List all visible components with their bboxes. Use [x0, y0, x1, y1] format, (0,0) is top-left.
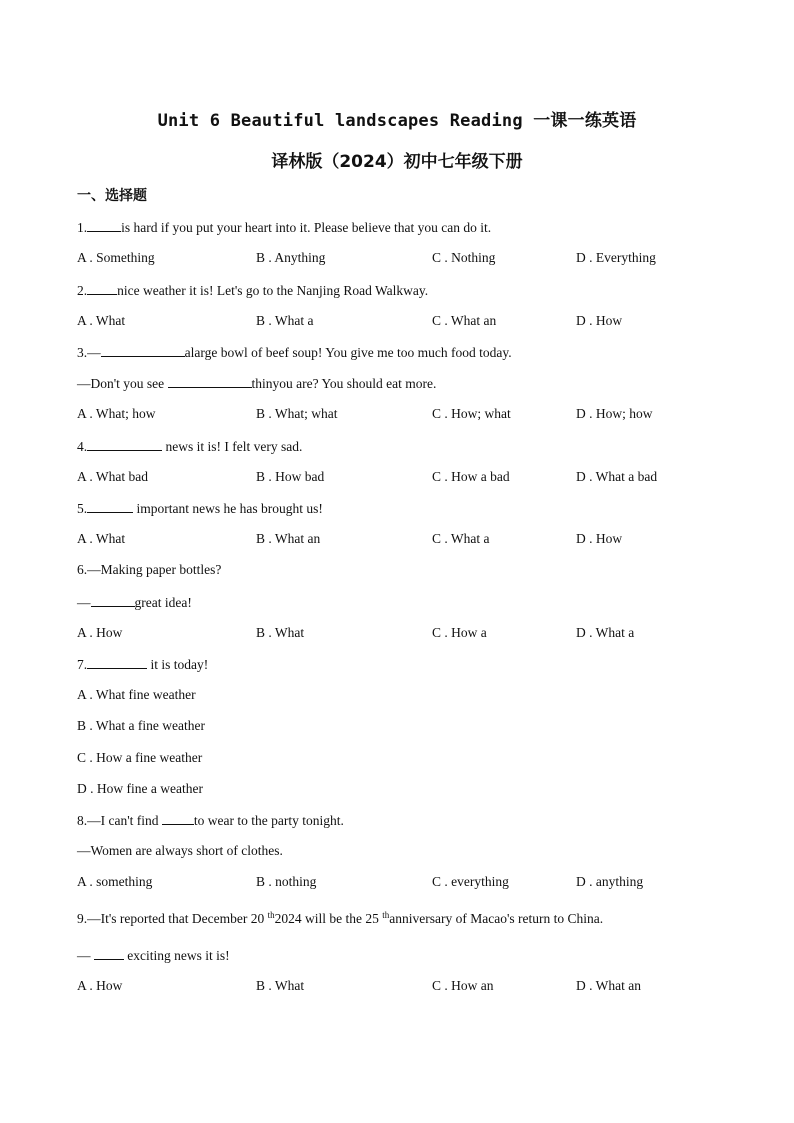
question-7: 7. it is today!: [77, 657, 209, 672]
q7-option-a[interactable]: A . What fine weather: [77, 687, 196, 702]
q6-option-c[interactable]: C . How a: [432, 625, 487, 640]
answer-blank: [87, 219, 121, 232]
q7-option-b[interactable]: B . What a fine weather: [77, 718, 205, 733]
answer-blank: [87, 438, 162, 451]
answer-blank: [94, 947, 124, 960]
q9-option-d[interactable]: D . What an: [576, 978, 641, 993]
q5-option-d[interactable]: D . How: [576, 531, 623, 546]
answer-blank: [87, 656, 147, 669]
question-6: 6.—Making paper bottles?: [77, 562, 222, 577]
q9-option-b[interactable]: B . What: [256, 978, 305, 993]
q8-option-a[interactable]: A . something: [77, 874, 153, 889]
section-heading: 一、选择题: [77, 188, 147, 204]
q8-option-b[interactable]: B . nothing: [256, 874, 317, 889]
question-2: 2. nice weather it is! Let's go to the Nanjing Road Walkway.: [77, 283, 429, 298]
question-8: 8.—I can't find to wear to the party tonight.: [77, 813, 344, 828]
q6-option-a[interactable]: A . How: [77, 625, 123, 640]
q2-option-c[interactable]: C . What an: [432, 313, 497, 328]
q5-option-a[interactable]: A . What: [77, 531, 126, 546]
q4-option-a[interactable]: A . What bad: [77, 469, 148, 484]
document-title: Unit 6 Beautiful landscapes Reading 一课一练英语: [157, 111, 637, 131]
question-6-reply: — great idea!: [77, 595, 192, 610]
q6-option-d[interactable]: D . What a: [576, 625, 635, 640]
q1-option-b[interactable]: B . Anything: [256, 250, 326, 265]
q2-option-a[interactable]: A . What: [77, 313, 126, 328]
answer-blank: [91, 594, 135, 607]
q9-option-c[interactable]: C . How an: [432, 978, 494, 993]
q7-option-d[interactable]: D . How fine a weather: [77, 781, 203, 796]
q3-option-a[interactable]: A . What; how: [77, 406, 156, 421]
q4-option-d[interactable]: D . What a bad: [576, 469, 658, 484]
question-9-reply: — exciting news it is!: [77, 948, 230, 963]
q2-option-d[interactable]: D . How: [576, 313, 623, 328]
question-3-reply: —Don't you see thinyou are? You should eat more.: [77, 376, 437, 391]
answer-blank: [162, 812, 194, 825]
q5-option-c[interactable]: C . What a: [432, 531, 490, 546]
q4-option-c[interactable]: C . How a bad: [432, 469, 510, 484]
q7-option-c[interactable]: C . How a fine weather: [77, 750, 203, 765]
q1-option-d[interactable]: D . Everything: [576, 250, 656, 265]
answer-blank: [168, 375, 252, 388]
q9-option-a[interactable]: A . How: [77, 978, 123, 993]
question-1: 1. is hard if you put your heart into it. Please believe that you can do it.: [77, 220, 492, 235]
q3-option-d[interactable]: D . How; how: [576, 406, 653, 421]
q3-option-c[interactable]: C . How; what: [432, 406, 511, 421]
question-9: 9.—It's reported that December 20 $^{th}$2024 will be the 25 $^{th}$anniversary of Macao's return to China.: [77, 910, 604, 926]
q1-option-c[interactable]: C . Nothing: [432, 250, 496, 265]
question-3: 3.— alarge bowl of beef soup! You give me too much food today.: [77, 345, 512, 360]
question-5: 5. important news he has brought us!: [77, 501, 323, 516]
q3-option-b[interactable]: B . What; what: [256, 406, 338, 421]
question-4: 4. news it is! I felt very sad.: [77, 439, 303, 454]
document-subtitle: 译林版（2024）初中七年级下册: [271, 152, 523, 172]
answer-blank: [87, 500, 133, 513]
q8-option-c[interactable]: C . everything: [432, 874, 509, 889]
q5-option-b[interactable]: B . What an: [256, 531, 321, 546]
question-8-reply: —Women are always short of clothes.: [77, 843, 283, 858]
q1-option-a[interactable]: A . Something: [77, 250, 155, 265]
answer-blank: [87, 282, 117, 295]
answer-blank: [101, 344, 185, 357]
q2-option-b[interactable]: B . What a: [256, 313, 314, 328]
q6-option-b[interactable]: B . What: [256, 625, 305, 640]
q4-option-b[interactable]: B . How bad: [256, 469, 325, 484]
q8-option-d[interactable]: D . anything: [576, 874, 644, 889]
